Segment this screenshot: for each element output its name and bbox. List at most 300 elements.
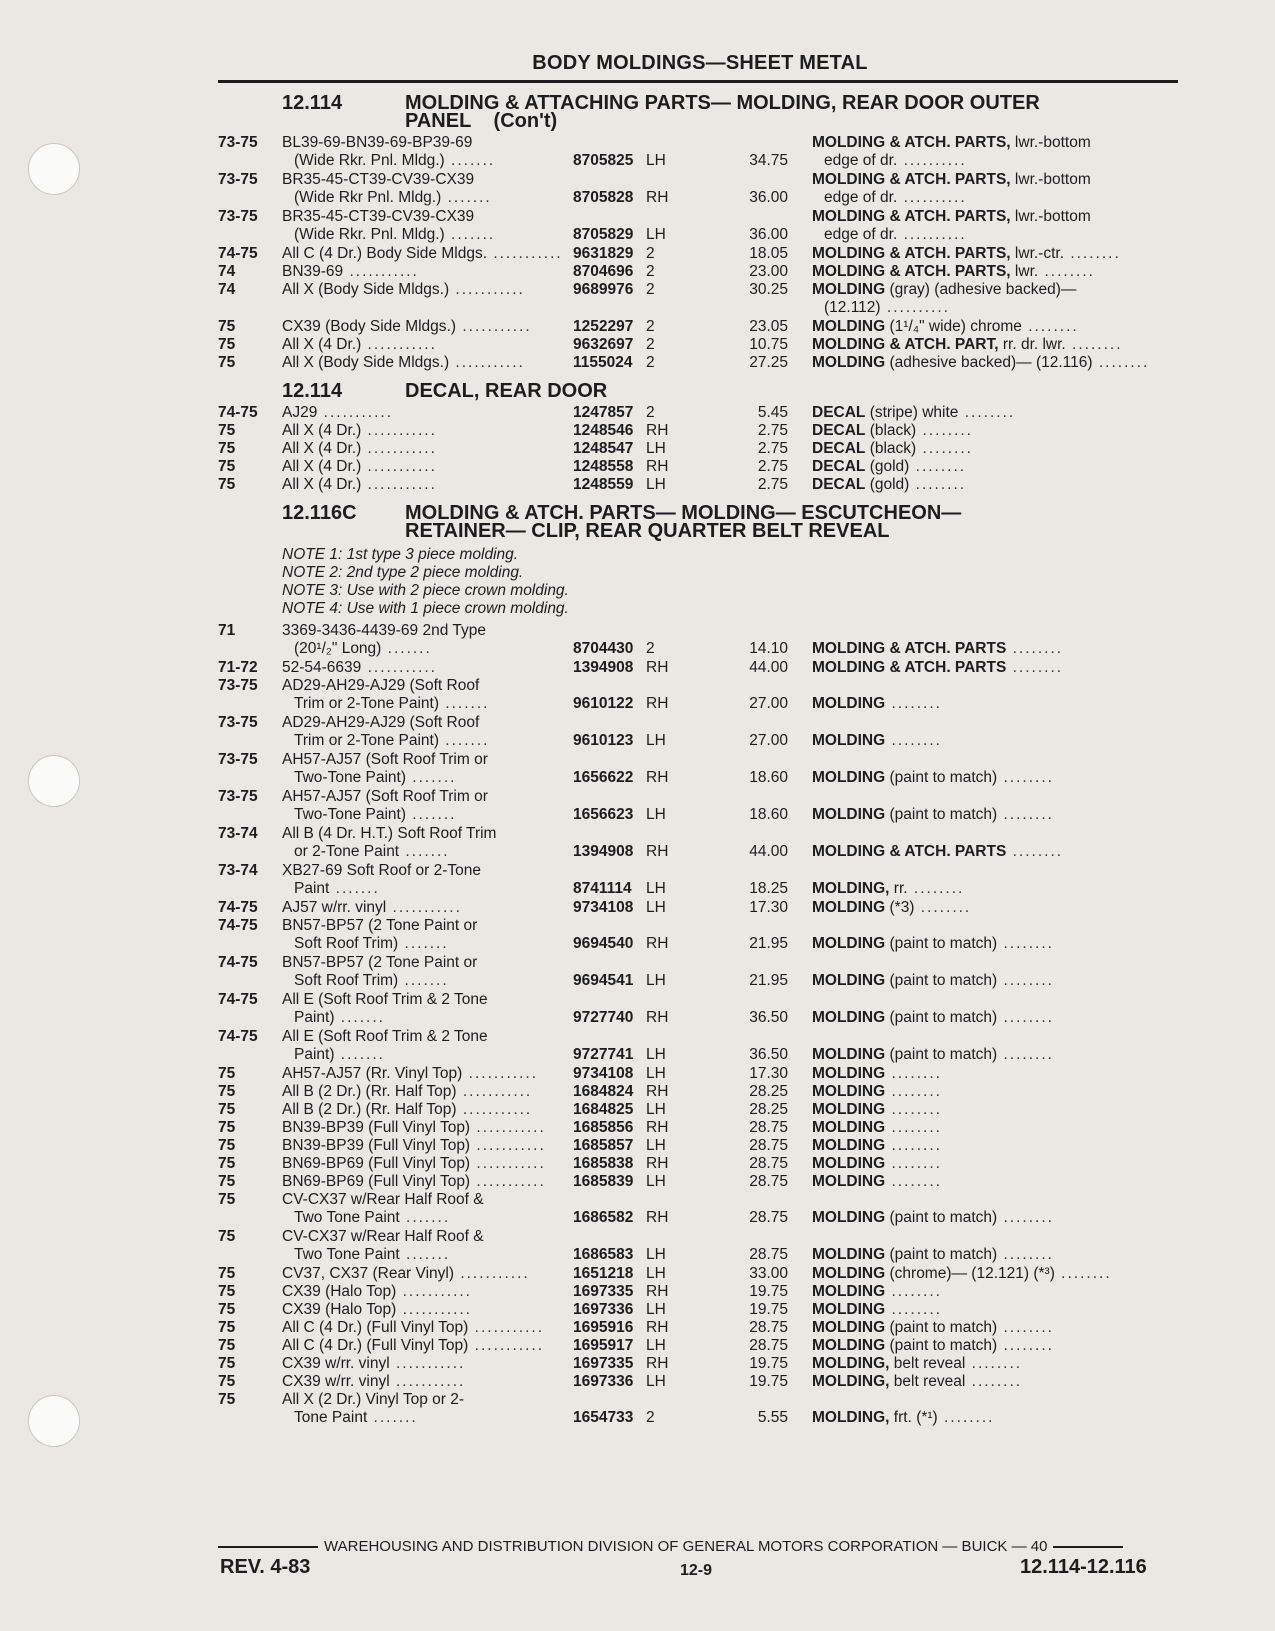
year-range: 75 xyxy=(218,1101,236,1118)
year-range: 74-75 xyxy=(218,1028,258,1045)
part-desc: MOLDING & ATCH. PARTS ........ xyxy=(812,843,1064,860)
price: 34.75 xyxy=(749,152,788,169)
vehicle-desc-cont: or 2-Tone Paint ....... xyxy=(294,843,450,860)
quantity: LH xyxy=(646,1173,666,1190)
vehicle-desc: All C (4 Dr.) Body Side Mldgs. ........... xyxy=(282,245,563,262)
price: 2.75 xyxy=(757,422,788,439)
quantity: LH xyxy=(646,972,666,989)
year-range: 71 xyxy=(218,622,236,639)
part-desc-text: (paint to match) xyxy=(885,1246,998,1263)
part-desc-text: lwr.-bottom xyxy=(1010,171,1091,188)
year-range: 74-75 xyxy=(218,917,258,934)
part-row xyxy=(0,622,1275,659)
part-desc: MOLDING ........ xyxy=(812,732,942,749)
vehicle-desc xyxy=(282,991,488,1009)
vehicle-desc xyxy=(282,171,474,189)
year-range: 75 xyxy=(218,1373,236,1390)
part-row xyxy=(0,134,1275,171)
year-range: 74-75 xyxy=(218,404,258,421)
quantity: LH xyxy=(646,1101,666,1118)
year-range: 73-75 xyxy=(218,677,258,694)
part-desc-text: (black) xyxy=(865,440,917,457)
year-range: 73-75 xyxy=(218,714,258,731)
part-row xyxy=(0,917,1275,954)
part-desc-bold: MOLDING xyxy=(812,695,886,712)
section-notes xyxy=(282,546,1275,618)
section-title-cont-text: PANEL xyxy=(405,110,472,132)
price: 44.00 xyxy=(749,659,788,676)
part-desc-bold: DECAL xyxy=(812,476,866,493)
part-desc-bold: MOLDING xyxy=(812,1101,886,1118)
year-range: 74 xyxy=(218,263,236,280)
price: 36.00 xyxy=(749,189,788,206)
footer-division xyxy=(218,1538,1178,1555)
quantity: LH xyxy=(646,1301,666,1318)
vehicle-desc-text: CX39 (Halo Top) xyxy=(282,1301,397,1318)
vehicle-desc xyxy=(282,751,488,769)
part-desc: MOLDING ........ xyxy=(812,1101,942,1118)
part-desc-cont: edge of dr. .......... xyxy=(824,226,967,243)
price: 5.45 xyxy=(757,404,788,421)
part-desc-bold: MOLDING & ATCH. PARTS xyxy=(812,640,1007,657)
vehicle-desc-cont: Trim or 2-Tone Paint) ....... xyxy=(294,732,490,749)
part-desc-bold: MOLDING xyxy=(812,1119,886,1136)
vehicle-desc: All X (4 Dr.) ........... xyxy=(282,336,437,353)
part-row xyxy=(0,1391,1275,1428)
part-desc: MOLDING & ATCH. PARTS, lwr.-ctr. ........ xyxy=(812,245,1121,262)
vehicle-desc-text: AH57-AJ57 (Soft Roof Trim or xyxy=(282,788,488,805)
part-number: 9727741 xyxy=(573,1046,634,1063)
part-desc-text: (adhesive backed)— (12.116) xyxy=(885,354,1093,371)
part-desc-bold: MOLDING & ATCH. PARTS xyxy=(812,843,1007,860)
vehicle-desc: All X (4 Dr.) ........... xyxy=(282,422,437,439)
vehicle-desc-text: All X (Body Side Mldgs.) xyxy=(282,354,450,371)
part-row xyxy=(0,862,1275,899)
part-desc: MOLDING (paint to match) ........ xyxy=(812,1046,1054,1063)
part-desc-bold: MOLDING, xyxy=(812,1355,890,1372)
vehicle-desc: BN69-BP69 (Full Vinyl Top) ........... xyxy=(282,1173,546,1190)
section-heading xyxy=(282,94,1275,130)
year-range: 75 xyxy=(218,1065,236,1082)
price: 28.75 xyxy=(749,1337,788,1354)
price: 18.60 xyxy=(749,806,788,823)
part-desc: MOLDING, rr. ........ xyxy=(812,880,965,897)
part-number: 1697335 xyxy=(573,1355,634,1372)
part-row xyxy=(0,1301,1275,1319)
part-desc: DECAL (black) ........ xyxy=(812,422,973,439)
year-range: 75 xyxy=(218,440,236,457)
vehicle-desc-text: AH57-AJ57 (Soft Roof Trim or xyxy=(282,751,488,768)
part-desc-cont-text: edge of dr. xyxy=(824,189,898,206)
quantity: RH xyxy=(646,1283,669,1300)
part-desc: MOLDING ........ xyxy=(812,1173,942,1190)
part-desc: MOLDING & ATCH. PART, rr. dr. lwr. ........ xyxy=(812,336,1123,353)
vehicle-desc-cont: Soft Roof Trim) ....... xyxy=(294,972,449,989)
vehicle-desc xyxy=(282,1228,484,1246)
price: 17.30 xyxy=(749,899,788,916)
note: NOTE 3: Use with 2 piece crown molding. xyxy=(282,582,569,599)
part-number: 1654733 xyxy=(573,1409,634,1426)
part-number: 1697336 xyxy=(573,1301,634,1318)
part-row xyxy=(0,1101,1275,1119)
part-desc-bold: DECAL xyxy=(812,404,866,421)
vehicle-desc-text: BN39-BP39 (Full Vinyl Top) xyxy=(282,1119,471,1136)
vehicle-desc xyxy=(282,622,486,640)
part-desc-bold: MOLDING xyxy=(812,769,886,786)
vehicle-desc xyxy=(282,714,479,732)
price: 30.25 xyxy=(749,281,788,298)
part-desc: MOLDING (*3) ........ xyxy=(812,899,972,916)
price: 28.25 xyxy=(749,1083,788,1100)
part-desc-bold: MOLDING & ATCH. PARTS, xyxy=(812,263,1011,280)
quantity: 2 xyxy=(646,263,655,280)
part-number: 8705828 xyxy=(573,189,634,206)
vehicle-desc: AH57-AJ57 (Rr. Vinyl Top) ........... xyxy=(282,1065,539,1082)
part-desc: DECAL (gold) ........ xyxy=(812,458,967,475)
price: 2.75 xyxy=(757,476,788,493)
price: 18.05 xyxy=(749,245,788,262)
part-number: 8705825 xyxy=(573,152,634,169)
part-desc: MOLDING & ATCH. PARTS ........ xyxy=(812,640,1064,657)
vehicle-desc-cont: Soft Roof Trim) ....... xyxy=(294,935,449,952)
part-row xyxy=(0,354,1275,372)
vehicle-desc-text: All X (4 Dr.) xyxy=(282,476,362,493)
vehicle-desc-cont: Two Tone Paint ....... xyxy=(294,1246,451,1263)
part-number: 1155024 xyxy=(573,354,633,371)
vehicle-desc-text: AJ57 w/rr. vinyl xyxy=(282,899,387,916)
part-row xyxy=(0,404,1275,422)
vehicle-desc: CX39 (Halo Top) ........... xyxy=(282,1283,472,1300)
part-number: 1248559 xyxy=(573,476,634,493)
part-desc: MOLDING (chrome)— (12.121) (*³) ........ xyxy=(812,1265,1112,1282)
quantity: 2 xyxy=(646,281,655,298)
quantity: 2 xyxy=(646,354,655,371)
part-row xyxy=(0,336,1275,354)
part-desc-text: (paint to match) xyxy=(885,1009,998,1026)
part-row xyxy=(0,659,1275,677)
part-row xyxy=(0,245,1275,263)
year-range: 75 xyxy=(218,422,236,439)
section-title-cont-text: RETAINER— CLIP, REAR QUARTER BELT REVEAL xyxy=(405,520,890,542)
revision-label: REV. 4-83 xyxy=(220,1556,311,1578)
part-desc-bold: MOLDING xyxy=(812,1155,886,1172)
part-desc: MOLDING, belt reveal ........ xyxy=(812,1373,1023,1390)
part-number: 1697336 xyxy=(573,1373,634,1390)
price: 28.75 xyxy=(749,1209,788,1226)
part-desc: MOLDING (adhesive backed)— (12.116) ........ xyxy=(812,354,1150,371)
part-desc-text: (1¹/₄" wide) chrome xyxy=(885,318,1022,335)
part-row xyxy=(0,1155,1275,1173)
part-desc-text: (paint to match) xyxy=(885,1209,998,1226)
vehicle-desc-cont-text: Two-Tone Paint) xyxy=(294,769,406,786)
part-row xyxy=(0,899,1275,917)
year-range: 75 xyxy=(218,1137,236,1154)
year-range: 75 xyxy=(218,476,236,493)
section-title-cont xyxy=(282,112,1275,130)
part-desc-bold: MOLDING xyxy=(812,806,886,823)
year-range: 73-74 xyxy=(218,825,258,842)
quantity: LH xyxy=(646,152,666,169)
year-range: 73-75 xyxy=(218,208,258,225)
section-heading xyxy=(282,382,1275,400)
section-title: MOLDING & ATCH. PARTS— MOLDING— ESCUTCHEON— xyxy=(405,502,962,524)
vehicle-desc-text: BN39-69 xyxy=(282,263,344,280)
part-desc-bold: MOLDING xyxy=(812,281,886,298)
vehicle-desc-text: All X (4 Dr.) xyxy=(282,336,362,353)
part-row xyxy=(0,1119,1275,1137)
year-range: 75 xyxy=(218,1119,236,1136)
vehicle-desc-text: BR35-45-CT39-CV39-CX39 xyxy=(282,171,475,188)
quantity: LH xyxy=(646,1046,666,1063)
part-desc-text: (gray) (adhesive backed)— xyxy=(885,281,1077,298)
vehicle-desc: AJ29 ........... xyxy=(282,404,394,421)
vehicle-desc: AJ57 w/rr. vinyl ........... xyxy=(282,899,462,916)
part-row xyxy=(0,714,1275,751)
part-desc-bold: MOLDING & ATCH. PARTS, xyxy=(812,245,1011,262)
vehicle-desc xyxy=(282,1391,464,1409)
year-range: 73-75 xyxy=(218,134,258,151)
vehicle-desc: CX39 (Halo Top) ........... xyxy=(282,1301,472,1318)
part-number: 8704430 xyxy=(573,640,634,657)
section-title: DECAL, REAR DOOR xyxy=(405,380,608,402)
part-number: 9631829 xyxy=(573,245,634,262)
part-row xyxy=(0,440,1275,458)
price: 28.25 xyxy=(749,1101,788,1118)
part-desc-bold: MOLDING xyxy=(812,1301,886,1318)
vehicle-desc-text: All X (4 Dr.) xyxy=(282,458,362,475)
quantity: 2 xyxy=(646,640,655,657)
part-number: 1248547 xyxy=(573,440,634,457)
part-row xyxy=(0,1337,1275,1355)
vehicle-desc-cont: Paint ....... xyxy=(294,880,380,897)
part-desc-text: (paint to match) xyxy=(885,769,998,786)
part-number: 1248546 xyxy=(573,422,634,439)
part-desc-bold: MOLDING xyxy=(812,1137,886,1154)
vehicle-desc: BN39-BP39 (Full Vinyl Top) ........... xyxy=(282,1119,546,1136)
part-desc-bold: MOLDING xyxy=(812,1319,886,1336)
price: 23.05 xyxy=(749,318,788,335)
vehicle-desc-cont-text: Soft Roof Trim) xyxy=(294,972,399,989)
price: 10.75 xyxy=(749,336,788,353)
part-row xyxy=(0,954,1275,991)
part-row xyxy=(0,318,1275,336)
vehicle-desc: BN69-BP69 (Full Vinyl Top) ........... xyxy=(282,1155,546,1172)
part-desc: DECAL (gold) ........ xyxy=(812,476,967,493)
vehicle-desc-text: BN69-BP69 (Full Vinyl Top) xyxy=(282,1155,471,1172)
part-desc: DECAL (stripe) white ........ xyxy=(812,404,1016,421)
quantity: RH xyxy=(646,843,669,860)
part-desc-bold: MOLDING xyxy=(812,318,886,335)
part-desc-bold: MOLDING xyxy=(812,899,886,916)
part-row xyxy=(0,991,1275,1028)
part-desc: MOLDING (paint to match) ........ xyxy=(812,935,1054,952)
part-number: 1685856 xyxy=(573,1119,634,1136)
year-range: 75 xyxy=(218,1155,236,1172)
vehicle-desc-text: CV-CX37 w/Rear Half Roof & xyxy=(282,1191,484,1208)
quantity: RH xyxy=(646,659,669,676)
part-desc-text: belt reveal xyxy=(889,1355,966,1372)
price: 23.00 xyxy=(749,263,788,280)
quantity: LH xyxy=(646,1373,666,1390)
part-number: 9694540 xyxy=(573,935,634,952)
part-row xyxy=(0,1265,1275,1283)
footer-division-text: WAREHOUSING AND DISTRIBUTION DIVISION OF GENERAL MOTORS CORPORATION — BUICK — 40 xyxy=(324,1538,1048,1555)
vehicle-desc-text: CV-CX37 w/Rear Half Roof & xyxy=(282,1228,484,1245)
quantity: RH xyxy=(646,1355,669,1372)
vehicle-desc xyxy=(282,677,479,695)
part-row xyxy=(0,1065,1275,1083)
vehicle-desc: All C (4 Dr.) (Full Vinyl Top) ........... xyxy=(282,1319,545,1336)
year-range: 75 xyxy=(218,1337,236,1354)
vehicle-desc: CX39 (Body Side Mldgs.) ........... xyxy=(282,318,532,335)
vehicle-desc-cont: Paint) ....... xyxy=(294,1009,385,1026)
year-range: 73-75 xyxy=(218,751,258,768)
vehicle-desc-cont-text: or 2-Tone Paint xyxy=(294,843,400,860)
quantity: RH xyxy=(646,458,669,475)
vehicle-desc-text: CX39 w/rr. vinyl xyxy=(282,1373,390,1390)
year-range: 74-75 xyxy=(218,991,258,1008)
vehicle-desc-text: All C (4 Dr.) (Full Vinyl Top) xyxy=(282,1319,469,1336)
part-desc-text: lwr.-bottom xyxy=(1010,208,1091,225)
part-desc-bold: MOLDING xyxy=(812,1173,886,1190)
vehicle-desc xyxy=(282,862,481,880)
note: NOTE 2: 2nd type 2 piece molding. xyxy=(282,564,524,581)
part-number: 9734108 xyxy=(573,1065,634,1082)
price: 19.75 xyxy=(749,1283,788,1300)
part-number: 1685857 xyxy=(573,1137,634,1154)
part-desc: MOLDING (paint to match) ........ xyxy=(812,1319,1054,1336)
vehicle-desc-cont-text: Paint) xyxy=(294,1046,335,1063)
part-row xyxy=(0,1319,1275,1337)
part-number: 1651218 xyxy=(573,1265,634,1282)
part-row xyxy=(0,263,1275,281)
section-title-cont xyxy=(282,522,1275,540)
vehicle-desc xyxy=(282,134,472,152)
part-desc-bold: DECAL xyxy=(812,422,866,439)
year-range: 75 xyxy=(218,1083,236,1100)
vehicle-desc xyxy=(282,208,474,226)
part-number: 8705829 xyxy=(573,226,634,243)
vehicle-desc-text: AD29-AH29-AJ29 (Soft Roof xyxy=(282,677,480,694)
price: 33.00 xyxy=(749,1265,788,1282)
note: NOTE 1: 1st type 3 piece molding. xyxy=(282,546,519,563)
part-desc-bold: DECAL xyxy=(812,440,866,457)
year-range: 75 xyxy=(218,1173,236,1190)
vehicle-desc: All X (Body Side Mldgs.) ........... xyxy=(282,354,525,371)
vehicle-desc-cont-text: (20¹/₂" Long) xyxy=(294,640,382,657)
part-row xyxy=(0,1028,1275,1065)
vehicle-desc-cont: (20¹/₂" Long) ....... xyxy=(294,640,432,657)
vehicle-desc-cont-text: Two Tone Paint xyxy=(294,1209,400,1226)
part-row xyxy=(0,422,1275,440)
quantity: LH xyxy=(646,1265,666,1282)
vehicle-desc-cont: Tone Paint ....... xyxy=(294,1409,418,1426)
part-number: 1685838 xyxy=(573,1155,634,1172)
part-number: 9689976 xyxy=(573,281,634,298)
part-number: 9610122 xyxy=(573,695,634,712)
vehicle-desc-cont-text: (Wide Rkr Pnl. Mldg.) xyxy=(294,189,442,206)
part-number: 1685839 xyxy=(573,1173,634,1190)
part-desc: MOLDING (paint to match) ........ xyxy=(812,972,1054,989)
vehicle-desc-cont: Paint) ....... xyxy=(294,1046,385,1063)
price: 19.75 xyxy=(749,1355,788,1372)
part-desc-text: (chrome)— (12.121) (*³) xyxy=(885,1265,1055,1282)
part-row xyxy=(0,788,1275,825)
section-number: 12.116C xyxy=(282,502,357,524)
part-desc: MOLDING (1¹/₄" wide) chrome ........ xyxy=(812,318,1079,335)
quantity: RH xyxy=(646,1209,669,1226)
vehicle-desc-text: All X (2 Dr.) Vinyl Top or 2- xyxy=(282,1391,465,1408)
year-range: 74 xyxy=(218,281,236,298)
price: 19.75 xyxy=(749,1373,788,1390)
price: 36.00 xyxy=(749,226,788,243)
part-row xyxy=(0,1228,1275,1265)
vehicle-desc-cont: (Wide Rkr. Pnl. Mldg.) ....... xyxy=(294,226,496,243)
part-desc-text: (paint to match) xyxy=(885,935,998,952)
part-row xyxy=(0,281,1275,318)
section-heading xyxy=(282,504,1275,540)
vehicle-desc-text: CX39 w/rr. vinyl xyxy=(282,1355,390,1372)
part-desc: MOLDING (paint to match) ........ xyxy=(812,1209,1054,1226)
price: 27.00 xyxy=(749,732,788,749)
vehicle-desc xyxy=(282,917,477,935)
part-desc-text: (stripe) white xyxy=(865,404,959,421)
vehicle-desc xyxy=(282,954,477,972)
part-desc-text: lwr.-bottom xyxy=(1010,134,1091,151)
vehicle-desc: All B (2 Dr.) (Rr. Half Top) ........... xyxy=(282,1101,533,1118)
vehicle-desc-cont: Two-Tone Paint) ....... xyxy=(294,769,457,786)
section-number: 12.114 xyxy=(282,380,343,402)
price: 36.50 xyxy=(749,1046,788,1063)
vehicle-desc-text: BN39-BP39 (Full Vinyl Top) xyxy=(282,1137,471,1154)
part-number: 1684825 xyxy=(573,1101,634,1118)
vehicle-desc-text: CV37, CX37 (Rear Vinyl) xyxy=(282,1265,455,1282)
year-range: 75 xyxy=(218,1319,236,1336)
price: 28.75 xyxy=(749,1319,788,1336)
part-desc-text: (paint to match) xyxy=(885,972,998,989)
parts-list xyxy=(0,92,1275,1428)
part-desc-bold: MOLDING, xyxy=(812,880,890,897)
price: 17.30 xyxy=(749,1065,788,1082)
part-desc: MOLDING ........ xyxy=(812,695,942,712)
price: 19.75 xyxy=(749,1301,788,1318)
quantity: RH xyxy=(646,1083,669,1100)
vehicle-desc-text: BN57-BP57 (2 Tone Paint or xyxy=(282,917,478,934)
part-desc-bold: MOLDING & ATCH. PARTS, xyxy=(812,171,1011,188)
year-range: 73-74 xyxy=(218,862,258,879)
vehicle-desc-cont-text: (Wide Rkr. Pnl. Mldg.) xyxy=(294,226,445,243)
vehicle-desc: CX39 w/rr. vinyl ........... xyxy=(282,1373,466,1390)
part-desc-bold: MOLDING, xyxy=(812,1409,890,1426)
price: 21.95 xyxy=(749,972,788,989)
vehicle-desc-text: All B (4 Dr. H.T.) Soft Roof Trim xyxy=(282,825,497,842)
part-desc-bold: MOLDING xyxy=(812,732,886,749)
price: 28.75 xyxy=(749,1155,788,1172)
quantity: RH xyxy=(646,422,669,439)
part-desc: MOLDING (paint to match) ........ xyxy=(812,769,1054,786)
quantity: LH xyxy=(646,476,666,493)
part-number: 1252297 xyxy=(573,318,634,335)
part-desc: MOLDING, belt reveal ........ xyxy=(812,1355,1023,1372)
part-desc-text: (*3) xyxy=(885,899,915,916)
year-range: 75 xyxy=(218,336,236,353)
year-range: 73-75 xyxy=(218,171,258,188)
part-number: 8741114 xyxy=(573,880,632,897)
part-desc-bold: MOLDING xyxy=(812,1283,886,1300)
part-desc-bold: MOLDING xyxy=(812,972,886,989)
section-range: 12.114-12.116 xyxy=(1020,1556,1147,1578)
year-range: 74-75 xyxy=(218,954,258,971)
